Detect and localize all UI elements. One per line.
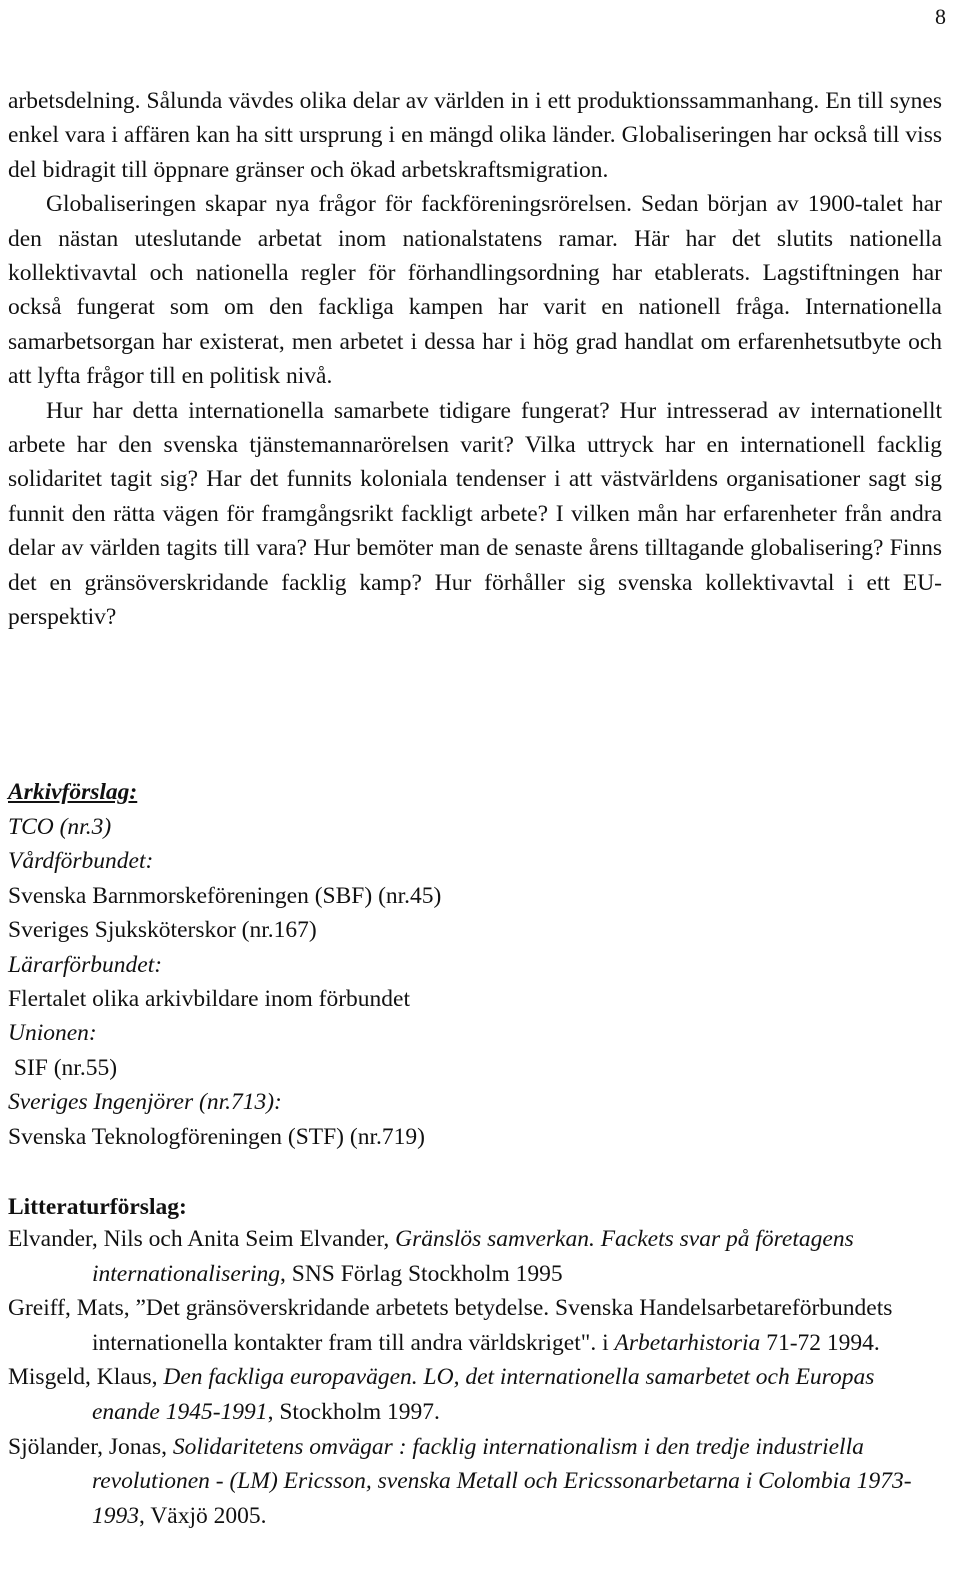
body-text	[8, 84, 942, 635]
archive-heading: Arkivförslag:	[8, 779, 138, 805]
archive-line: Svenska Teknologföreningen (STF) (nr.719)	[8, 1123, 425, 1150]
paragraph: arbetsdelning. Sålunda vävdes olika delar av världen in i ett produktionssammanhang. En till synes enkel vara i affären kan ha sitt ursprung i en mängd olika länder. Globaliseringen har också till viss del bidragit till öppnare gränser och ökad arbetskraftsmigration.	[8, 88, 942, 183]
literature-heading: Litteraturförslag:	[8, 1194, 187, 1220]
ref-author: Misgeld, Klaus,	[8, 1364, 164, 1391]
archive-list	[8, 810, 441, 1154]
literature-ref	[8, 1291, 918, 1360]
literature-ref	[8, 1430, 918, 1534]
ref-title: Den fackliga europavägen. LO, det internationella samarbetet och Europas enande 1945-1991	[92, 1364, 875, 1425]
archive-line: Sveriges Sjuksköterskor (nr.167)	[8, 917, 317, 944]
ref-title: Gränslös samverkan. Fackets svar på företagens internationalisering	[92, 1226, 854, 1287]
ref-rest: , SNS Förlag Stockholm 1995	[280, 1260, 563, 1287]
paragraph: Globaliseringen skapar nya frågor för fackföreningsrörelsen. Sedan början av 1900-talet har den nästan uteslutande arbetat inom nationalstatens ramar. Här har det slutits nationella kollektivavtal och nationella regler för förhandlingsordning har etablerats. Lagstiftningen har också fungerat som om den fackliga kampen har varit en nationell fråga. Internationella samarbetsorgan har existerat, men arbetet i dessa har i hög grad handlat om erfarenhetsutbyte och att lyfta frågor till en politisk nivå.	[8, 191, 942, 390]
literature-ref	[8, 1360, 918, 1429]
ref-rest: , Stockholm 1997.	[267, 1398, 440, 1425]
archive-line: SIF (nr.55)	[8, 1054, 118, 1081]
literature-list	[8, 1222, 918, 1533]
ref-title: Solidaritetens omvägar : facklig internationalism i den tredje industriella revolutionen - (LM) Ericsson, svenska Metall och Ericssonarbetarna i Colombia 1973-1993	[92, 1433, 912, 1529]
archive-line: Svenska Barnmorskeföreningen (SBF) (nr.45)	[8, 882, 442, 909]
ref-rest: , Växjö 2005.	[139, 1502, 267, 1529]
archive-line: TCO (nr.3)	[8, 814, 112, 840]
literature-ref	[8, 1222, 918, 1291]
ref-title: Arbetarhistoria	[614, 1329, 761, 1356]
paragraph: Hur har detta internationella samarbete tidigare fungerat? Hur intresserad av internationellt arbete har den svenska tjänstemannarörelsen varit? Vilka uttryck har en internationell facklig solidaritet tagit sig? Har det funnits koloniala tendenser i att västvärldens organisationer sagt sig funnit den rätta vägen för framgångsrikt fackligt arbete? I vilken mån har erfarenheter från andra delar av världen tagits till vara? Hur bemöter man de senaste årens tilltagande globalisering? Finns det en gränsöverskridande facklig kamp? Hur förhåller sig svenska kollektivavtal i ett EU-perspektiv?	[8, 397, 942, 631]
ref-author: Elvander, Nils och Anita Seim Elvander,	[8, 1226, 396, 1252]
archive-line: Unionen:	[8, 1020, 97, 1047]
ref-author: Greiff, Mats, ”Det gränsöverskridande arbetets betydelse. Svenska Handelsarbetareförbundets internationella kontakter fram till andra världskriget". i	[8, 1295, 893, 1356]
ref-rest: 71-72 1994.	[760, 1329, 880, 1356]
ref-author: Sjölander, Jonas,	[8, 1433, 173, 1460]
archive-line: Flertalet olika arkivbildare inom förbundet	[8, 986, 410, 1013]
archive-line: Vårdförbundet:	[8, 848, 154, 875]
archive-line: Sveriges Ingenjörer (nr.713):	[8, 1089, 282, 1116]
page-number: 8	[935, 4, 946, 29]
archive-line: Lärarförbundet:	[8, 951, 163, 978]
